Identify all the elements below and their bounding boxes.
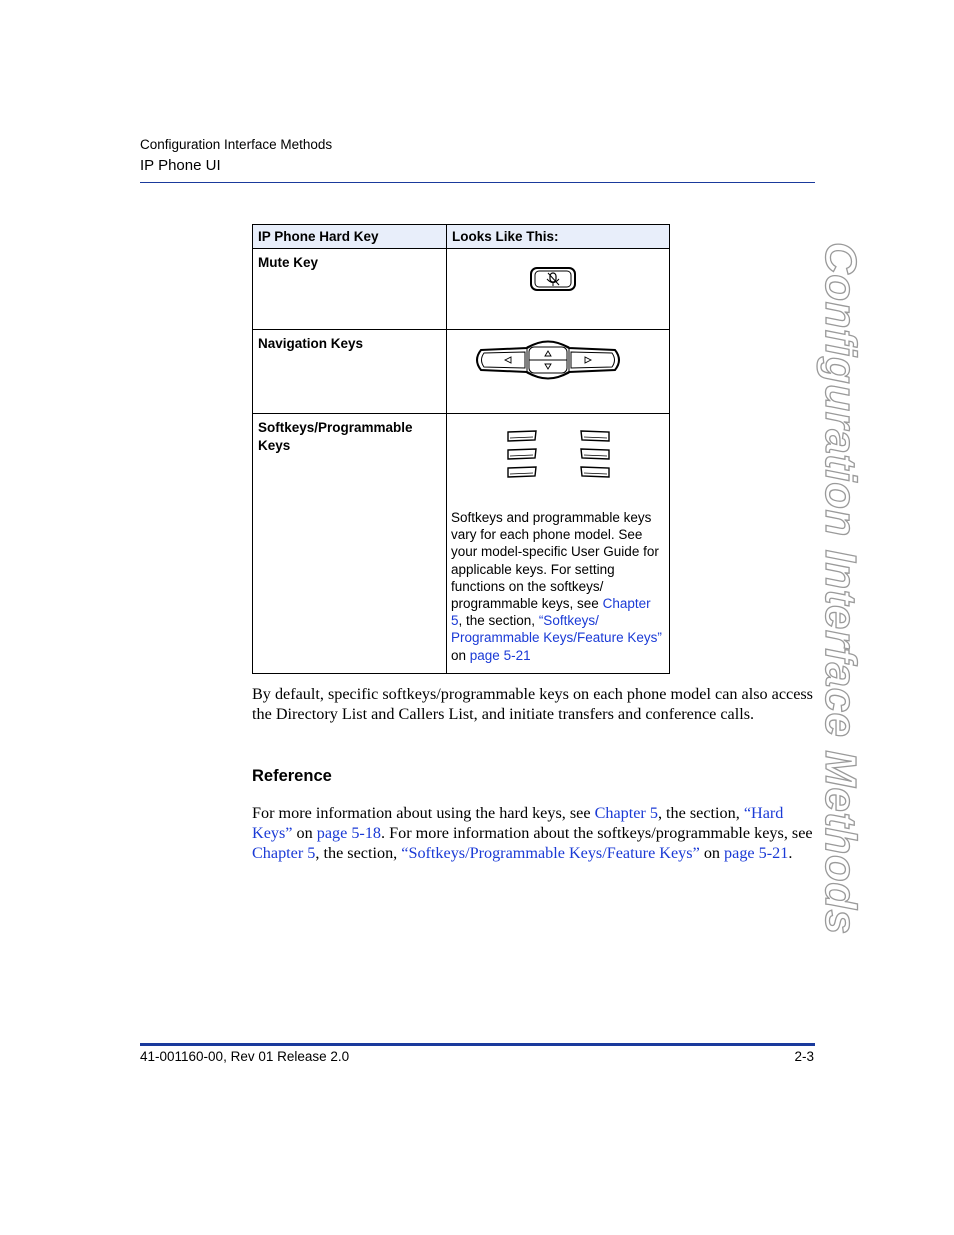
note-text: on — [451, 647, 470, 663]
reference-text: . — [788, 844, 793, 863]
table-header-hard-key: IP Phone Hard Key — [253, 225, 447, 249]
note-text: Softkeys and programmable keys vary for each phone model. See your model-specific User Guide for applicable keys. For setting functions on the softkeys/ programmable keys, see — [451, 510, 659, 612]
hard-keys-table — [252, 224, 670, 674]
note-text: , the section, — [458, 613, 539, 629]
softkeys-note — [451, 509, 665, 664]
page-5-21-link[interactable]: page 5-21 — [724, 844, 789, 863]
side-chapter-title: Configuration Interface Methods — [816, 242, 865, 935]
softkeys-section-link[interactable]: “Softkeys/Programmable Keys/Feature Keys” — [401, 844, 700, 863]
footer-doc-id: 41-001160-00, Rev 01 Release 2.0 — [140, 1049, 350, 1064]
mute-key-label: Mute Key — [253, 249, 447, 330]
softkeys-label: Softkeys/Programmable Keys — [253, 414, 447, 674]
reference-text: , the section, — [315, 844, 402, 863]
footer-rule — [140, 1043, 815, 1046]
mute-key-icon — [447, 249, 668, 324]
reference-text: . For more information about the softkeys/programmable keys, see — [381, 824, 813, 843]
reference-text: For more information about using the hard keys, see — [252, 804, 595, 822]
reference-text: , the section, — [657, 804, 744, 822]
reference-text: on — [699, 844, 725, 863]
navigation-keys-icon — [447, 330, 668, 408]
table-header-looks-like: Looks Like This: — [447, 225, 670, 249]
chapter-5-link[interactable]: Chapter 5 — [594, 804, 658, 822]
navigation-keys-label: Navigation Keys — [253, 330, 447, 414]
default-softkeys-paragraph: By default, specific softkeys/programmable keys on each phone model can also access the Directory List and Callers List, and initiate transfers and conference calls. — [252, 685, 813, 724]
softkeys-icon — [447, 414, 668, 494]
page-5-21-link[interactable]: page 5-21 — [469, 647, 531, 663]
softkeys-section-link[interactable]: “Softkeys/ Programmable Keys/Feature Keys” — [451, 613, 662, 646]
chapter-5-link[interactable]: Chapter 5 — [252, 844, 316, 863]
hard-keys-section-link[interactable]: “Hard Keys” — [252, 804, 784, 843]
running-header-section: IP Phone UI — [140, 157, 221, 174]
footer-page-number: 2-3 — [794, 1049, 814, 1064]
table-row — [253, 330, 670, 414]
header-rule — [140, 182, 815, 183]
reference-paragraph — [252, 803, 817, 864]
table-row — [253, 414, 670, 674]
reference-text: on — [292, 824, 317, 843]
reference-heading: Reference — [252, 767, 332, 785]
table-row — [253, 249, 670, 330]
running-header-chapter: Configuration Interface Methods — [140, 137, 333, 152]
page-5-18-link[interactable]: page 5-18 — [316, 824, 382, 843]
chapter-5-link[interactable]: Chapter 5 — [451, 596, 651, 629]
